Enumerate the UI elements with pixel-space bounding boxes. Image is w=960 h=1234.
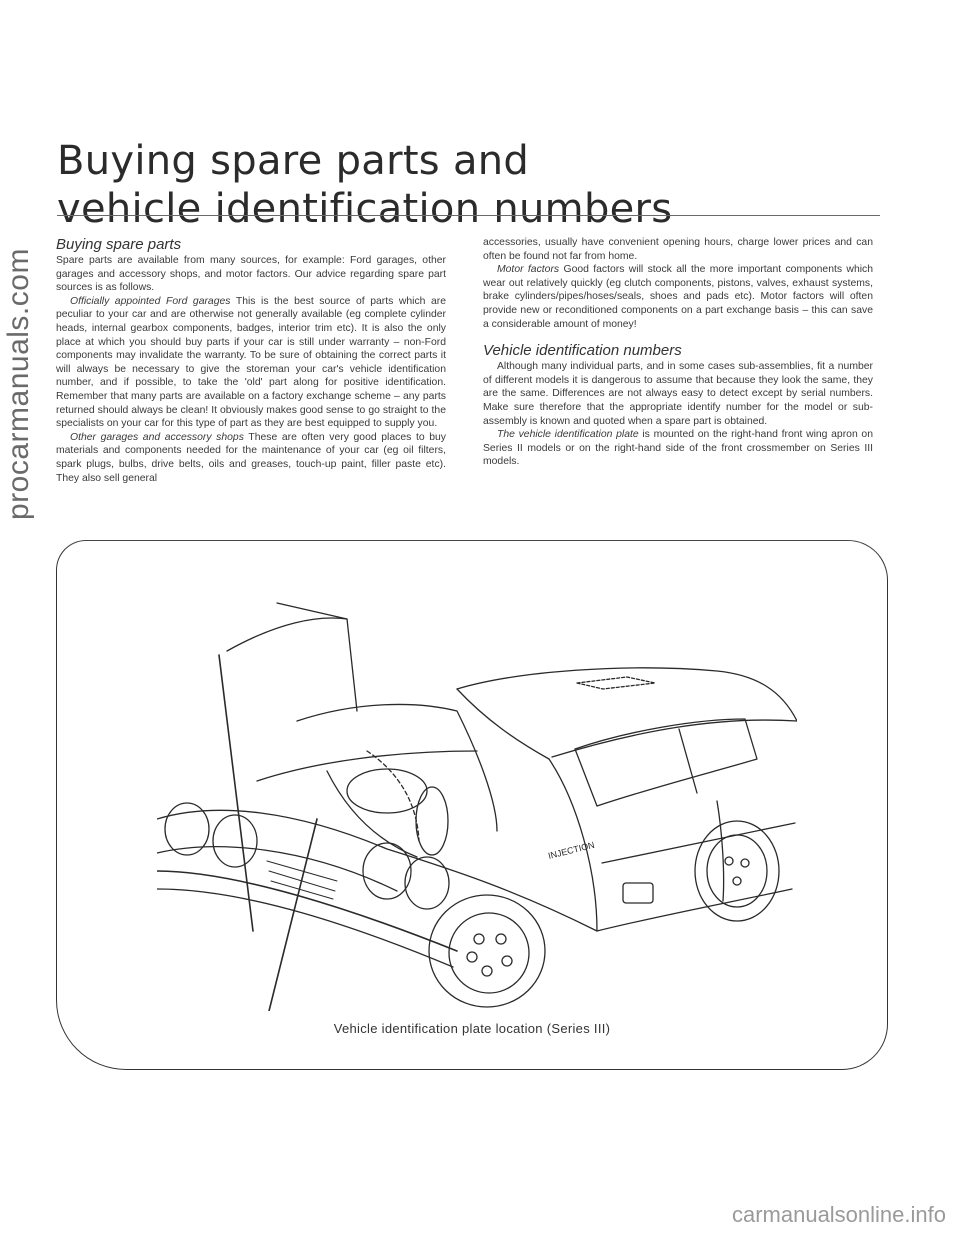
injection-badge: INJECTION: [547, 839, 596, 861]
bottom-watermark: carmanualsonline.info: [731, 1202, 946, 1227]
section-heading-buying: Buying spare parts: [56, 236, 182, 253]
paragraph: [483, 263, 873, 331]
paragraph: [56, 295, 446, 431]
left-column: [56, 236, 446, 485]
paragraph: [56, 431, 446, 485]
run-in-heading: The vehicle identification plate: [497, 429, 639, 441]
page-title: [57, 137, 672, 233]
paragraph-text: Good factors will stock all the more important components which wear out relatively quickly (eg clutch components, pistons, valves, exhaust systems, brake cylinders/pipes/hoses/seals, shoes and pads etc). Motor factors will often provide new or reconditioned components on a part exchange basis – this can save a considerable amount of money!: [483, 264, 874, 330]
paragraph: Although many individual parts, and in some cases sub-assemblies, fit a number of different models it is dangerous to assume that because they look the same, they are the same. Differences are not always easy to detect except by serial numbers. Make sure therefore that the appropriate identify number for the model or sub-assembly is known and quoted when a spare part is obtained.: [483, 361, 873, 427]
paragraph-text: This is the best source of parts which are peculiar to your car and are otherwise not generally available (eg complete cylinder heads, internal gearbox components, badges, interior trim etc). It is also the only place at which you should buy parts if your car is still under warranty – non-Ford components may invalidate the warranty. To be sure of obtaining the correct parts it will always be necessary to give the storeman your car's vehicle identification number, and if possible, to take the 'old' part along for positive identification. Remember that many parts are available on a factory exchange scheme – any parts returned should always be clean! It obviously makes good sense to go straight to the specialists on your car for this type of part as they are best equipped to supply you.: [56, 295, 447, 430]
side-watermark: procarmanuals.com: [2, 248, 35, 520]
run-in-heading: Other garages and accessory shops: [70, 431, 244, 443]
paragraph: [483, 428, 873, 469]
figure-frame: [56, 540, 888, 1070]
section-heading-vin: Vehicle identification numbers: [483, 342, 682, 360]
figure-caption: Vehicle identification plate location (Series III): [333, 1021, 611, 1036]
paragraph-text: These are often very good places to buy materials and components needed for the maintenance of your car (eg oil filters, spark plugs, bulbs, drive belts, oils and greases, touch-up paint, filler paste etc). They also sell general: [56, 431, 446, 484]
paragraph-text: is mounted on the right-hand front wing apron on Series II models or on the right-hand side of the front crossmember on Series III models.: [483, 429, 873, 468]
title-rule: [57, 215, 880, 216]
car-illustration: [157, 571, 797, 1011]
paragraph: Spare parts are available from many sources, for example: Ford garages, other garages and accessory shops, and motor factors. Our advice regarding spare part sources is as follows.: [56, 255, 446, 294]
paragraph: accessories, usually have convenient opening hours, charge lower prices and can often be found not far from home.: [483, 237, 873, 262]
right-column: [483, 236, 873, 469]
title-line-1: Buying spare parts and: [57, 138, 530, 184]
run-in-heading: Motor factors: [497, 264, 560, 276]
title-line-2: vehicle identification numbers: [57, 186, 673, 232]
run-in-heading: Officially appointed Ford garages: [70, 295, 231, 307]
